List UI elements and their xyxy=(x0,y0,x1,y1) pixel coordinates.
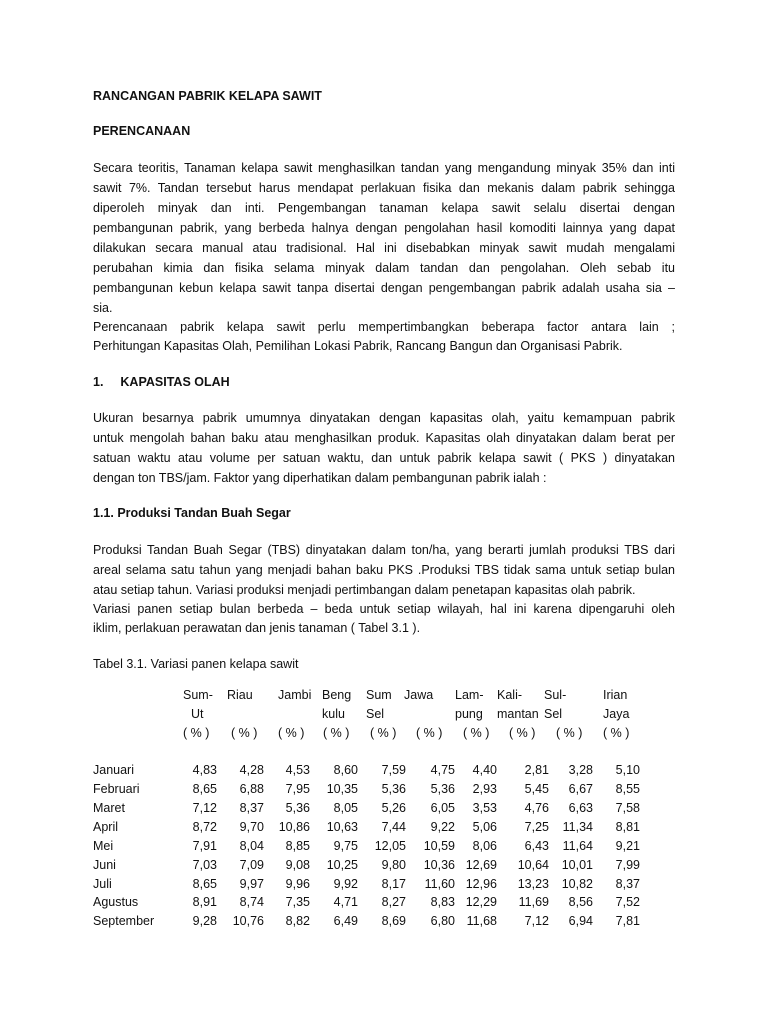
section-title: KAPASITAS OLAH xyxy=(120,375,230,389)
column-header-cont: Ut xyxy=(191,707,204,721)
table-cell: 8,74 xyxy=(239,895,264,909)
column-header: Jawa xyxy=(404,688,434,702)
column-unit: ( % ) xyxy=(463,726,490,740)
table-cell: 8,65 xyxy=(192,782,217,796)
table-cell: 11,68 xyxy=(466,914,497,928)
column-unit: ( % ) xyxy=(183,726,210,740)
table-cell: 8,55 xyxy=(615,782,640,796)
table-cell: 9,97 xyxy=(239,877,264,891)
table-cell: 5,36 xyxy=(285,801,310,815)
paragraph-line: diperoleh minyak dan inti. Pengembangan tanaman kelapa sawit selalu disertai dengan xyxy=(93,201,675,215)
table-cell: 7,52 xyxy=(615,895,640,909)
table-cell: 3,28 xyxy=(568,763,593,777)
table-cell: 8,05 xyxy=(333,801,358,815)
paragraph-line: atau setiap tahun. Variasi produksi menjadi pertimbangan dalam penetapan kapasitas olah pabrik. xyxy=(93,583,636,597)
table-cell: 12,96 xyxy=(465,877,497,891)
table-cell: 4,71 xyxy=(333,895,358,909)
table-cell: 4,83 xyxy=(192,763,217,777)
table-cell: 6,94 xyxy=(568,914,593,928)
table-cell: 8,82 xyxy=(285,914,310,928)
row-month-label: Januari xyxy=(93,763,134,777)
table-caption: Tabel 3.1. Variasi panen kelapa sawit xyxy=(93,657,299,671)
table-cell: 7,91 xyxy=(192,839,217,853)
table-cell: 8,81 xyxy=(615,820,640,834)
table-cell: 9,22 xyxy=(430,820,455,834)
table-cell: 12,05 xyxy=(374,839,406,853)
table-cell: 8,04 xyxy=(239,839,264,853)
table-cell: 10,36 xyxy=(423,858,455,872)
paragraph-line: Perhitungan Kapasitas Olah, Pemilihan Lokasi Pabrik, Rancang Bangun dan Organisasi Pabrik. xyxy=(93,339,623,353)
table-cell: 10,59 xyxy=(423,839,455,853)
column-unit: ( % ) xyxy=(231,726,258,740)
table-cell: 11,64 xyxy=(562,839,593,853)
table-cell: 7,59 xyxy=(381,763,406,777)
table-cell: 9,21 xyxy=(615,839,640,853)
column-header-cont: mantan xyxy=(497,707,539,721)
column-header: Sum- xyxy=(183,688,213,702)
paragraph-line: Secara teoritis, Tanaman kelapa sawit menghasilkan tandan yang mengandung minyak 35% dan inti xyxy=(93,161,675,175)
table-cell: 7,12 xyxy=(524,914,549,928)
row-month-label: September xyxy=(93,914,155,928)
table-cell: 6,43 xyxy=(524,839,549,853)
table-cell: 3,53 xyxy=(472,801,497,815)
paragraph-line: Produksi Tandan Buah Segar (TBS) dinyatakan dalam ton/ha, yang berarti jumlah produksi TBS dari xyxy=(93,543,675,557)
column-unit: ( % ) xyxy=(556,726,583,740)
row-month-label: Agustus xyxy=(93,895,139,909)
column-header-cont: Sel xyxy=(544,707,563,721)
paragraph-line: iklim, perlakuan perawatan dan jenis tanaman ( Tabel 3.1 ). xyxy=(93,621,421,635)
section-number: 1. xyxy=(93,375,104,389)
paragraph-line: perubahan kimia dan fisika selama minyak dalam tandan dan pengolahan. Oleh sebab itu xyxy=(93,261,675,275)
subsection-heading-produksi: 1.1. Produksi Tandan Buah Segar xyxy=(93,506,291,520)
table-cell: 7,25 xyxy=(524,820,549,834)
table-cell: 6,05 xyxy=(430,801,455,815)
table-cell: 7,35 xyxy=(285,895,310,909)
table-cell: 10,01 xyxy=(561,858,593,872)
column-header: Sum xyxy=(366,688,392,702)
table-cell: 4,53 xyxy=(285,763,310,777)
table-cell: 4,40 xyxy=(472,763,497,777)
paragraph-line: untuk mengolah bahan baku atau menghasilkan produk. Kapasitas olah dinyatakan dalam berat per xyxy=(93,431,675,445)
table-cell: 7,95 xyxy=(285,782,310,796)
table-cell: 8,27 xyxy=(381,895,406,909)
table-cell: 7,09 xyxy=(239,858,264,872)
table-cell: 6,63 xyxy=(568,801,593,815)
row-month-label: Juli xyxy=(93,877,112,891)
table-cell: 7,12 xyxy=(192,801,217,815)
table-cell: 4,75 xyxy=(430,763,455,777)
table-cell: 10,35 xyxy=(326,782,358,796)
column-unit: ( % ) xyxy=(603,726,630,740)
table-cell: 2,93 xyxy=(472,782,497,796)
table-cell: 5,36 xyxy=(381,782,406,796)
table-cell: 8,69 xyxy=(381,914,406,928)
table-cell: 5,06 xyxy=(472,820,497,834)
paragraph-line: sawit 7%. Tandan tersebut harus mendapat perlakuan fisika dan mekanis dalam pabrik sehingga xyxy=(93,181,675,195)
table-cell: 8,60 xyxy=(333,763,358,777)
table-cell: 5,36 xyxy=(430,782,455,796)
column-header-cont: pung xyxy=(455,707,483,721)
table-cell: 7,58 xyxy=(615,801,640,815)
table-cell: 11,34 xyxy=(562,820,593,834)
column-header-cont: kulu xyxy=(322,707,345,721)
table-cell: 11,69 xyxy=(518,895,549,909)
column-unit: ( % ) xyxy=(370,726,397,740)
column-header: Irian xyxy=(603,688,628,702)
paragraph-line: satuan waktu atau volume per satuan waktu, dan untuk pabrik kelapa sawit ( PKS ) dinyatakan xyxy=(93,451,675,465)
table-cell: 12,29 xyxy=(465,895,497,909)
column-header-cont: Jaya xyxy=(603,707,630,721)
table-cell: 13,23 xyxy=(517,877,549,891)
column-header: Sul- xyxy=(544,688,567,702)
paragraph-line: areal selama satu tahun yang menjadi bahan baku PKS .Produksi TBS tidak sama untuk setiap bulan xyxy=(93,563,675,577)
column-header-cont: Sel xyxy=(366,707,385,721)
column-unit: ( % ) xyxy=(323,726,350,740)
table-cell: 10,82 xyxy=(561,877,593,891)
paragraph-line: sia. xyxy=(93,301,113,315)
table-cell: 8,37 xyxy=(239,801,264,815)
table-cell: 4,76 xyxy=(524,801,549,815)
table-cell: 8,37 xyxy=(615,877,640,891)
table-cell: 8,83 xyxy=(430,895,455,909)
column-header: Kali- xyxy=(497,688,523,702)
column-header: Lam- xyxy=(455,688,484,702)
table-cell: 9,08 xyxy=(285,858,310,872)
document-title: RANCANGAN PABRIK KELAPA SAWIT xyxy=(93,89,322,103)
table-cell: 7,44 xyxy=(381,820,406,834)
section-heading-kapasitas xyxy=(93,374,230,390)
table-cell: 12,69 xyxy=(465,858,497,872)
table-cell: 9,92 xyxy=(333,877,358,891)
table-cell: 9,75 xyxy=(333,839,358,853)
row-month-label: Juni xyxy=(93,858,116,872)
table-cell: 4,28 xyxy=(239,763,264,777)
table-cell: 9,70 xyxy=(239,820,264,834)
table-cell: 10,76 xyxy=(232,914,264,928)
paragraph-line: pembangunan kebun kelapa sawit tanpa disertai dengan pengembangan pabrik adalah usaha sia – xyxy=(93,281,675,295)
column-unit: ( % ) xyxy=(278,726,305,740)
section-heading-perencanaan: PERENCANAAN xyxy=(93,124,191,138)
paragraph-line: pembangunan pabrik, yang berbeda halnya dengan pengolahan hasil komoditi lainnya yang dapat xyxy=(93,221,675,235)
table-cell: 8,91 xyxy=(192,895,217,909)
table-cell: 7,99 xyxy=(615,858,640,872)
table-cell: 7,81 xyxy=(615,914,640,928)
paragraph-line: dengan ton TBS/jam. Faktor yang diperhatikan dalam pembangunan pabrik ialah : xyxy=(93,471,547,485)
table-cell: 8,72 xyxy=(192,820,217,834)
table-cell: 7,03 xyxy=(192,858,217,872)
row-month-label: Mei xyxy=(93,839,114,853)
column-unit: ( % ) xyxy=(416,726,443,740)
table-cell: 9,96 xyxy=(285,877,310,891)
row-month-label: Februari xyxy=(93,782,140,796)
table-cell: 10,63 xyxy=(326,820,358,834)
paragraph-line: Perencanaan pabrik kelapa sawit perlu mempertimbangkan beberapa factor antara lain ; xyxy=(93,320,675,334)
table-cell: 6,88 xyxy=(239,782,264,796)
paragraph-line: Ukuran besarnya pabrik umumnya dinyatakan dengan kapasitas olah, yaitu kemampuan pabrik xyxy=(93,411,675,425)
column-header: Beng xyxy=(322,688,352,702)
column-header: Jambi xyxy=(278,688,312,702)
table-cell: 8,06 xyxy=(472,839,497,853)
table-cell: 8,65 xyxy=(192,877,217,891)
table-cell: 5,45 xyxy=(524,782,549,796)
table-cell: 8,85 xyxy=(285,839,310,853)
table-cell: 10,64 xyxy=(517,858,549,872)
table-cell: 6,80 xyxy=(430,914,455,928)
row-month-label: April xyxy=(93,820,119,834)
table-cell: 9,80 xyxy=(381,858,406,872)
paragraph-line: dilakukan secara manual atau tradisional. Hal ini disebabkan minyak sawit mudah mengalami xyxy=(93,241,675,255)
table-cell: 10,86 xyxy=(278,820,310,834)
paragraph-line: Variasi panen setiap bulan berbeda – beda untuk setiap wilayah, hal ini karena dipengaruhi oleh xyxy=(93,602,675,616)
table-cell: 6,49 xyxy=(333,914,358,928)
column-unit: ( % ) xyxy=(509,726,536,740)
table-cell: 9,28 xyxy=(192,914,217,928)
table-cell: 10,25 xyxy=(326,858,358,872)
table-cell: 6,67 xyxy=(568,782,593,796)
table-cell: 8,17 xyxy=(381,877,406,891)
table-cell: 5,26 xyxy=(381,801,406,815)
row-month-label: Maret xyxy=(93,801,125,815)
table-cell: 11,60 xyxy=(424,877,455,891)
table-cell: 2,81 xyxy=(524,763,549,777)
table-cell: 8,56 xyxy=(568,895,593,909)
table-cell: 5,10 xyxy=(615,763,640,777)
column-header: Riau xyxy=(227,688,253,702)
